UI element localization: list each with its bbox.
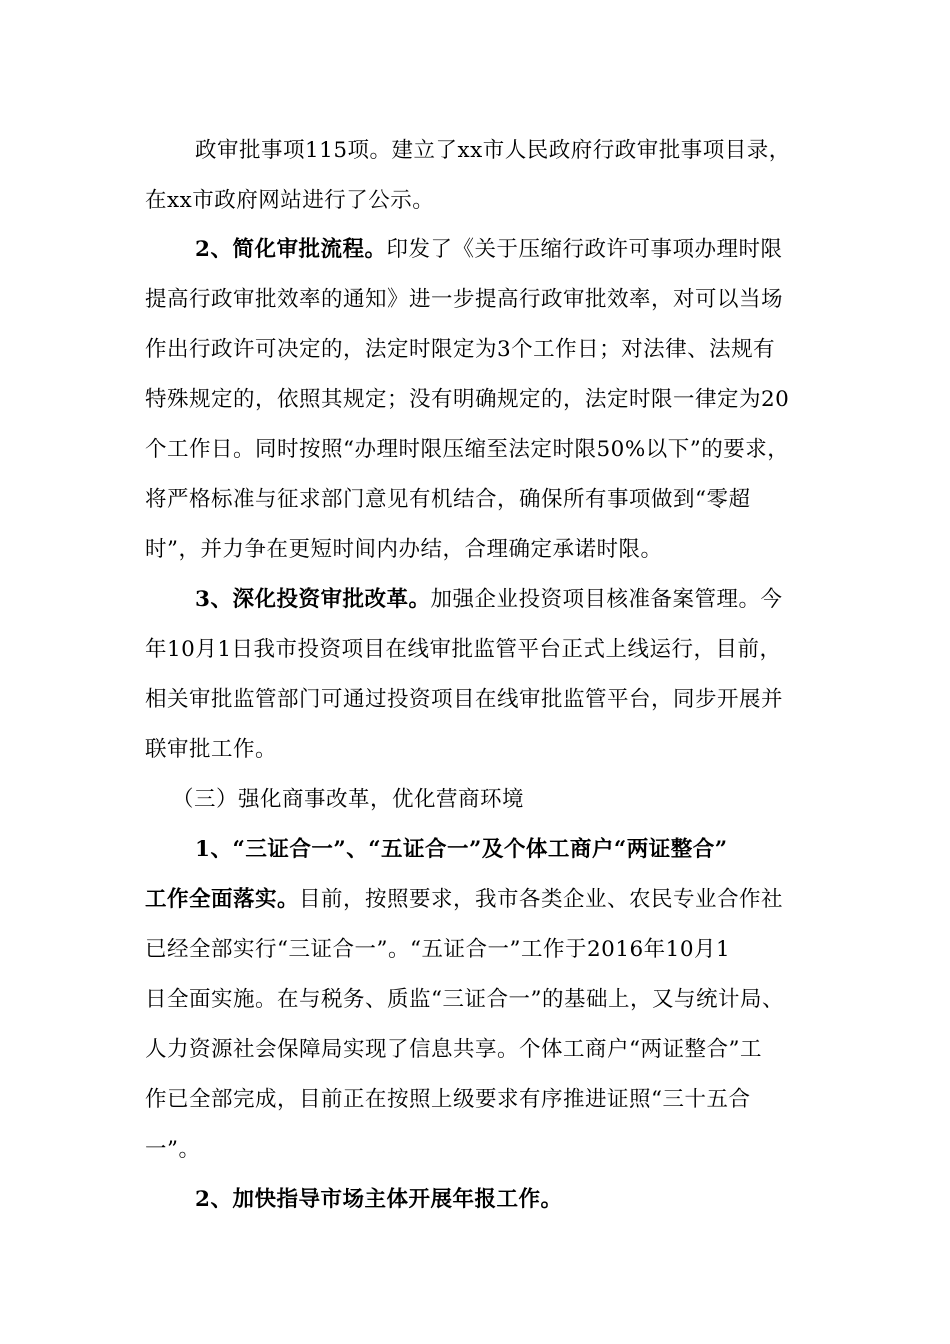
body-line: 时”，并力争在更短时间内办结，合理确定承诺时限。 xyxy=(145,537,663,562)
body-line: 作已全部完成，目前正在按照上级要求有序推进证照“三十五合 xyxy=(145,1087,751,1112)
body-line: 个工作日。同时按照“办理时限压缩至法定时限50%以下”的要求， xyxy=(145,437,790,462)
body-line: 将严格标准与征求部门意见有机结合，确保所有事项做到“零超 xyxy=(145,487,751,512)
section-heading: 2、加快指导市场主体开展年报工作。 xyxy=(195,1187,563,1212)
body-line: 提高行政审批效率的通知》进一步提高行政审批效率，对可以当场 xyxy=(145,287,784,312)
body-line: 政审批事项115项。建立了xx市人民政府行政审批事项目录， xyxy=(195,138,791,163)
section-heading: 2、简化审批流程。 xyxy=(195,237,387,262)
section-heading-cont: 工作全面落实。 xyxy=(145,887,300,912)
body-line: 人力资源社会保障局实现了信息共享。个体工商户“两证整合”工 xyxy=(145,1037,762,1062)
body-line: 已经全部实行“三证合一”。“五证合一”工作于2016年10月1 xyxy=(145,937,731,962)
body-line: 作出行政许可决定的，法定时限定为3个工作日；对法律、法规有 xyxy=(145,337,776,362)
subsection-heading: （三）强化商事改革，优化营商环境 xyxy=(172,787,525,812)
body-text: 加强企业投资项目核准备案管理。今 xyxy=(430,587,783,612)
section-heading: 3、深化投资审批改革。 xyxy=(195,587,431,612)
body-line: 特殊规定的，依照其规定；没有明确规定的，法定时限一律定为20 xyxy=(145,387,790,412)
body-line: 相关审批监管部门可通过投资项目在线审批监管平台，同步开展并 xyxy=(145,687,784,712)
paragraph-line xyxy=(195,230,875,270)
body-text: 目前，按照要求，我市各类企业、农民专业合作社 xyxy=(299,887,784,912)
body-line: 在xx市政府网站进行了公示。 xyxy=(145,188,435,213)
section-heading: 1、“三证合一”、“五证合一”及个体工商户“两证整合” xyxy=(195,837,728,862)
body-text: 印发了《关于压缩行政许可事项办理时限 xyxy=(386,237,783,262)
body-line: 日全面实施。在与税务、质监“三证合一”的基础上，又与统计局、 xyxy=(145,987,784,1012)
paragraph-line xyxy=(195,580,875,620)
body-line: 年10月1日我市投资项目在线审批监管平台正式上线运行，目前， xyxy=(145,637,782,662)
paragraph-line xyxy=(145,880,825,920)
body-line: 一”。 xyxy=(145,1137,201,1162)
body-line: 联审批工作。 xyxy=(145,737,278,762)
